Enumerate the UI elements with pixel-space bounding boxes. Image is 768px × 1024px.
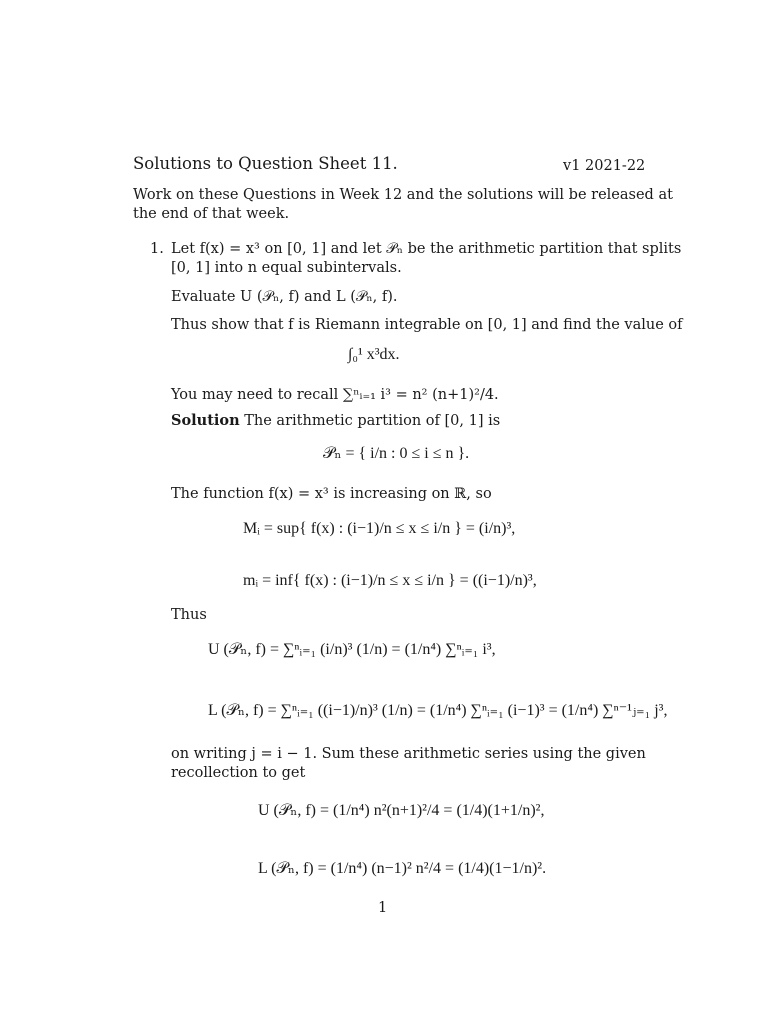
question-statement-line-1: Let f(x) = x³ on [0, 1] and let 𝒫ₙ be the arithmetic partition that splits xyxy=(171,241,682,257)
solution-paragraph xyxy=(171,411,500,431)
solution-increasing: The function f(x) = x³ is increasing on ℝ, so xyxy=(171,486,492,502)
inf-display: mᵢ = inf{ f(x) : (i−1)/n ≤ x ≤ i/n } = ((i−1)/n)³, xyxy=(243,572,537,589)
lower-result-display: L (𝒫ₙ, f) = (1/n⁴) (n−1)² n²/4 = (1/4)(1−1/n)². xyxy=(258,860,547,877)
question-evaluate: Evaluate U (𝒫ₙ, f) and L (𝒫ₙ, f). xyxy=(171,289,398,305)
question-recall: You may need to recall ∑ⁿᵢ₌₁ i³ = n² (n+1)²/4. xyxy=(171,387,499,403)
upper-sum-display: U (𝒫ₙ, f) = ∑ⁿᵢ₌₁ (i/n)³ (1/n) = (1/n⁴) ∑ⁿᵢ₌₁ i³, xyxy=(208,641,496,658)
question-show: Thus show that f is Riemann integrable on [0, 1] and find the value of xyxy=(171,317,683,333)
solution-intro: The arithmetic partition of [0, 1] is xyxy=(244,413,501,429)
question-number: 1. xyxy=(150,241,164,257)
sup-display: Mᵢ = sup{ f(x) : (i−1)/n ≤ x ≤ i/n } = (i/n)³, xyxy=(243,520,516,537)
partition-display: 𝒫ₙ = { i/n : 0 ≤ i ≤ n }. xyxy=(323,445,470,462)
intro-line-1: Work on these Questions in Week 12 and the solutions will be released at xyxy=(133,187,673,203)
page-number: 1 xyxy=(378,900,388,916)
intro-line-2: the end of that week. xyxy=(133,206,290,222)
writing-line-1: on writing j = i − 1. Sum these arithmetic series using the given xyxy=(171,746,646,762)
lower-sum-display: L (𝒫ₙ, f) = ∑ⁿᵢ₌₁ ((i−1)/n)³ (1/n) = (1/n⁴) ∑ⁿᵢ₌₁ (i−1)³ = (1/n⁴) ∑ⁿ⁻¹ⱼ₌₁ j³, xyxy=(208,702,668,719)
upper-result-display: U (𝒫ₙ, f) = (1/n⁴) n²(n+1)²/4 = (1/4)(1+1/n)², xyxy=(258,802,545,819)
solution-label: Solution xyxy=(171,412,240,429)
solution-thus: Thus xyxy=(171,607,207,623)
version-label: v1 2021-22 xyxy=(563,158,646,174)
question-statement-line-2: [0, 1] into n equal subintervals. xyxy=(171,260,402,276)
page-title: Solutions to Question Sheet 11. xyxy=(133,154,398,173)
writing-line-2: recollection to get xyxy=(171,765,306,781)
integral-display: ∫₀¹ x³dx. xyxy=(348,346,400,363)
